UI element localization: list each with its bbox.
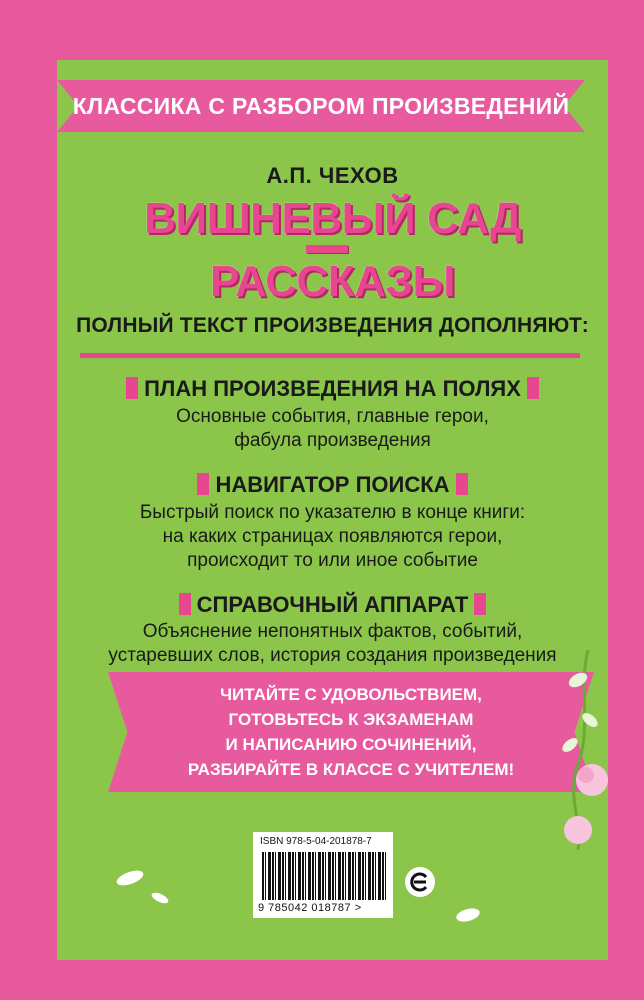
section-3-line-1: Объяснение непонятных фактов, событий, [142,621,523,642]
tag-marker [456,473,468,495]
subtitle: ПОЛНЫЙ ТЕКСТ ПРОИЗВЕДЕНИЯ ДОПОЛНЯЮТ: [76,314,589,337]
tag-marker [197,473,209,495]
motto-line-2: ГОТОВЬТЕСЬ К ЭКЗАМЕНАМ [228,710,474,729]
section-1-title: ПЛАН ПРОИЗВЕДЕНИЯ НА ПОЛЯХ [144,376,521,401]
motto-line-4: РАЗБИРАЙТЕ В КЛАССЕ С УЧИТЕЛЕМ! [187,760,515,779]
blossom-branch-icon [548,650,608,850]
title-line-1: ВИШНЕВЫЙ САД [144,194,521,243]
publisher-logo-icon [404,866,436,898]
section-2-line-3: происходит то или иное событие [187,550,478,571]
section-1-line-2: фабула произведения [234,430,431,451]
tag-marker [474,593,486,615]
isbn-text: ISBN 978-5-04-201878-7 [260,836,372,847]
section-1-heading [57,376,608,402]
section-2-title: НАВИГАТОР ПОИСКА [215,472,450,497]
title-line-2: РАССКАЗЫ [210,257,455,306]
section-3-heading [57,592,608,618]
petals-icon [100,858,180,908]
section-3-line-2: устаревших слов, история создания произведения [108,645,557,666]
divider [80,353,580,358]
motto-line-1: ЧИТАЙТЕ С УДОВОЛЬСТВИЕМ, [220,685,482,704]
author: А.П. ЧЕХОВ [266,163,399,188]
section-2-body [57,501,608,573]
section-3-body [57,620,608,668]
section-2-line-2: на каких страницах появляются герои, [162,526,503,547]
motto-line-3: И НАПИСАНИЮ СОЧИНЕНИЙ, [225,735,477,754]
section-2-heading [57,472,608,498]
title-dash [306,245,348,253]
motto-banner [108,682,594,782]
barcode-number: 9 785042 018787 > [258,902,362,914]
section-2-line-1: Быстрый поиск по указателю в конце книги: [139,502,526,523]
tag-marker [179,593,191,615]
section-1-body [57,405,608,453]
petal-icon [448,900,488,930]
section-3-title: СПРАВОЧНЫЙ АППАРАТ [196,592,469,617]
series-banner: КЛАССИКА С РАЗБОРОМ ПРОИЗВЕДЕНИЙ [72,93,570,119]
barcode-icon [262,852,386,900]
tag-marker [527,377,539,399]
tag-marker [126,377,138,399]
section-1-line-1: Основные события, главные герои, [176,406,489,427]
